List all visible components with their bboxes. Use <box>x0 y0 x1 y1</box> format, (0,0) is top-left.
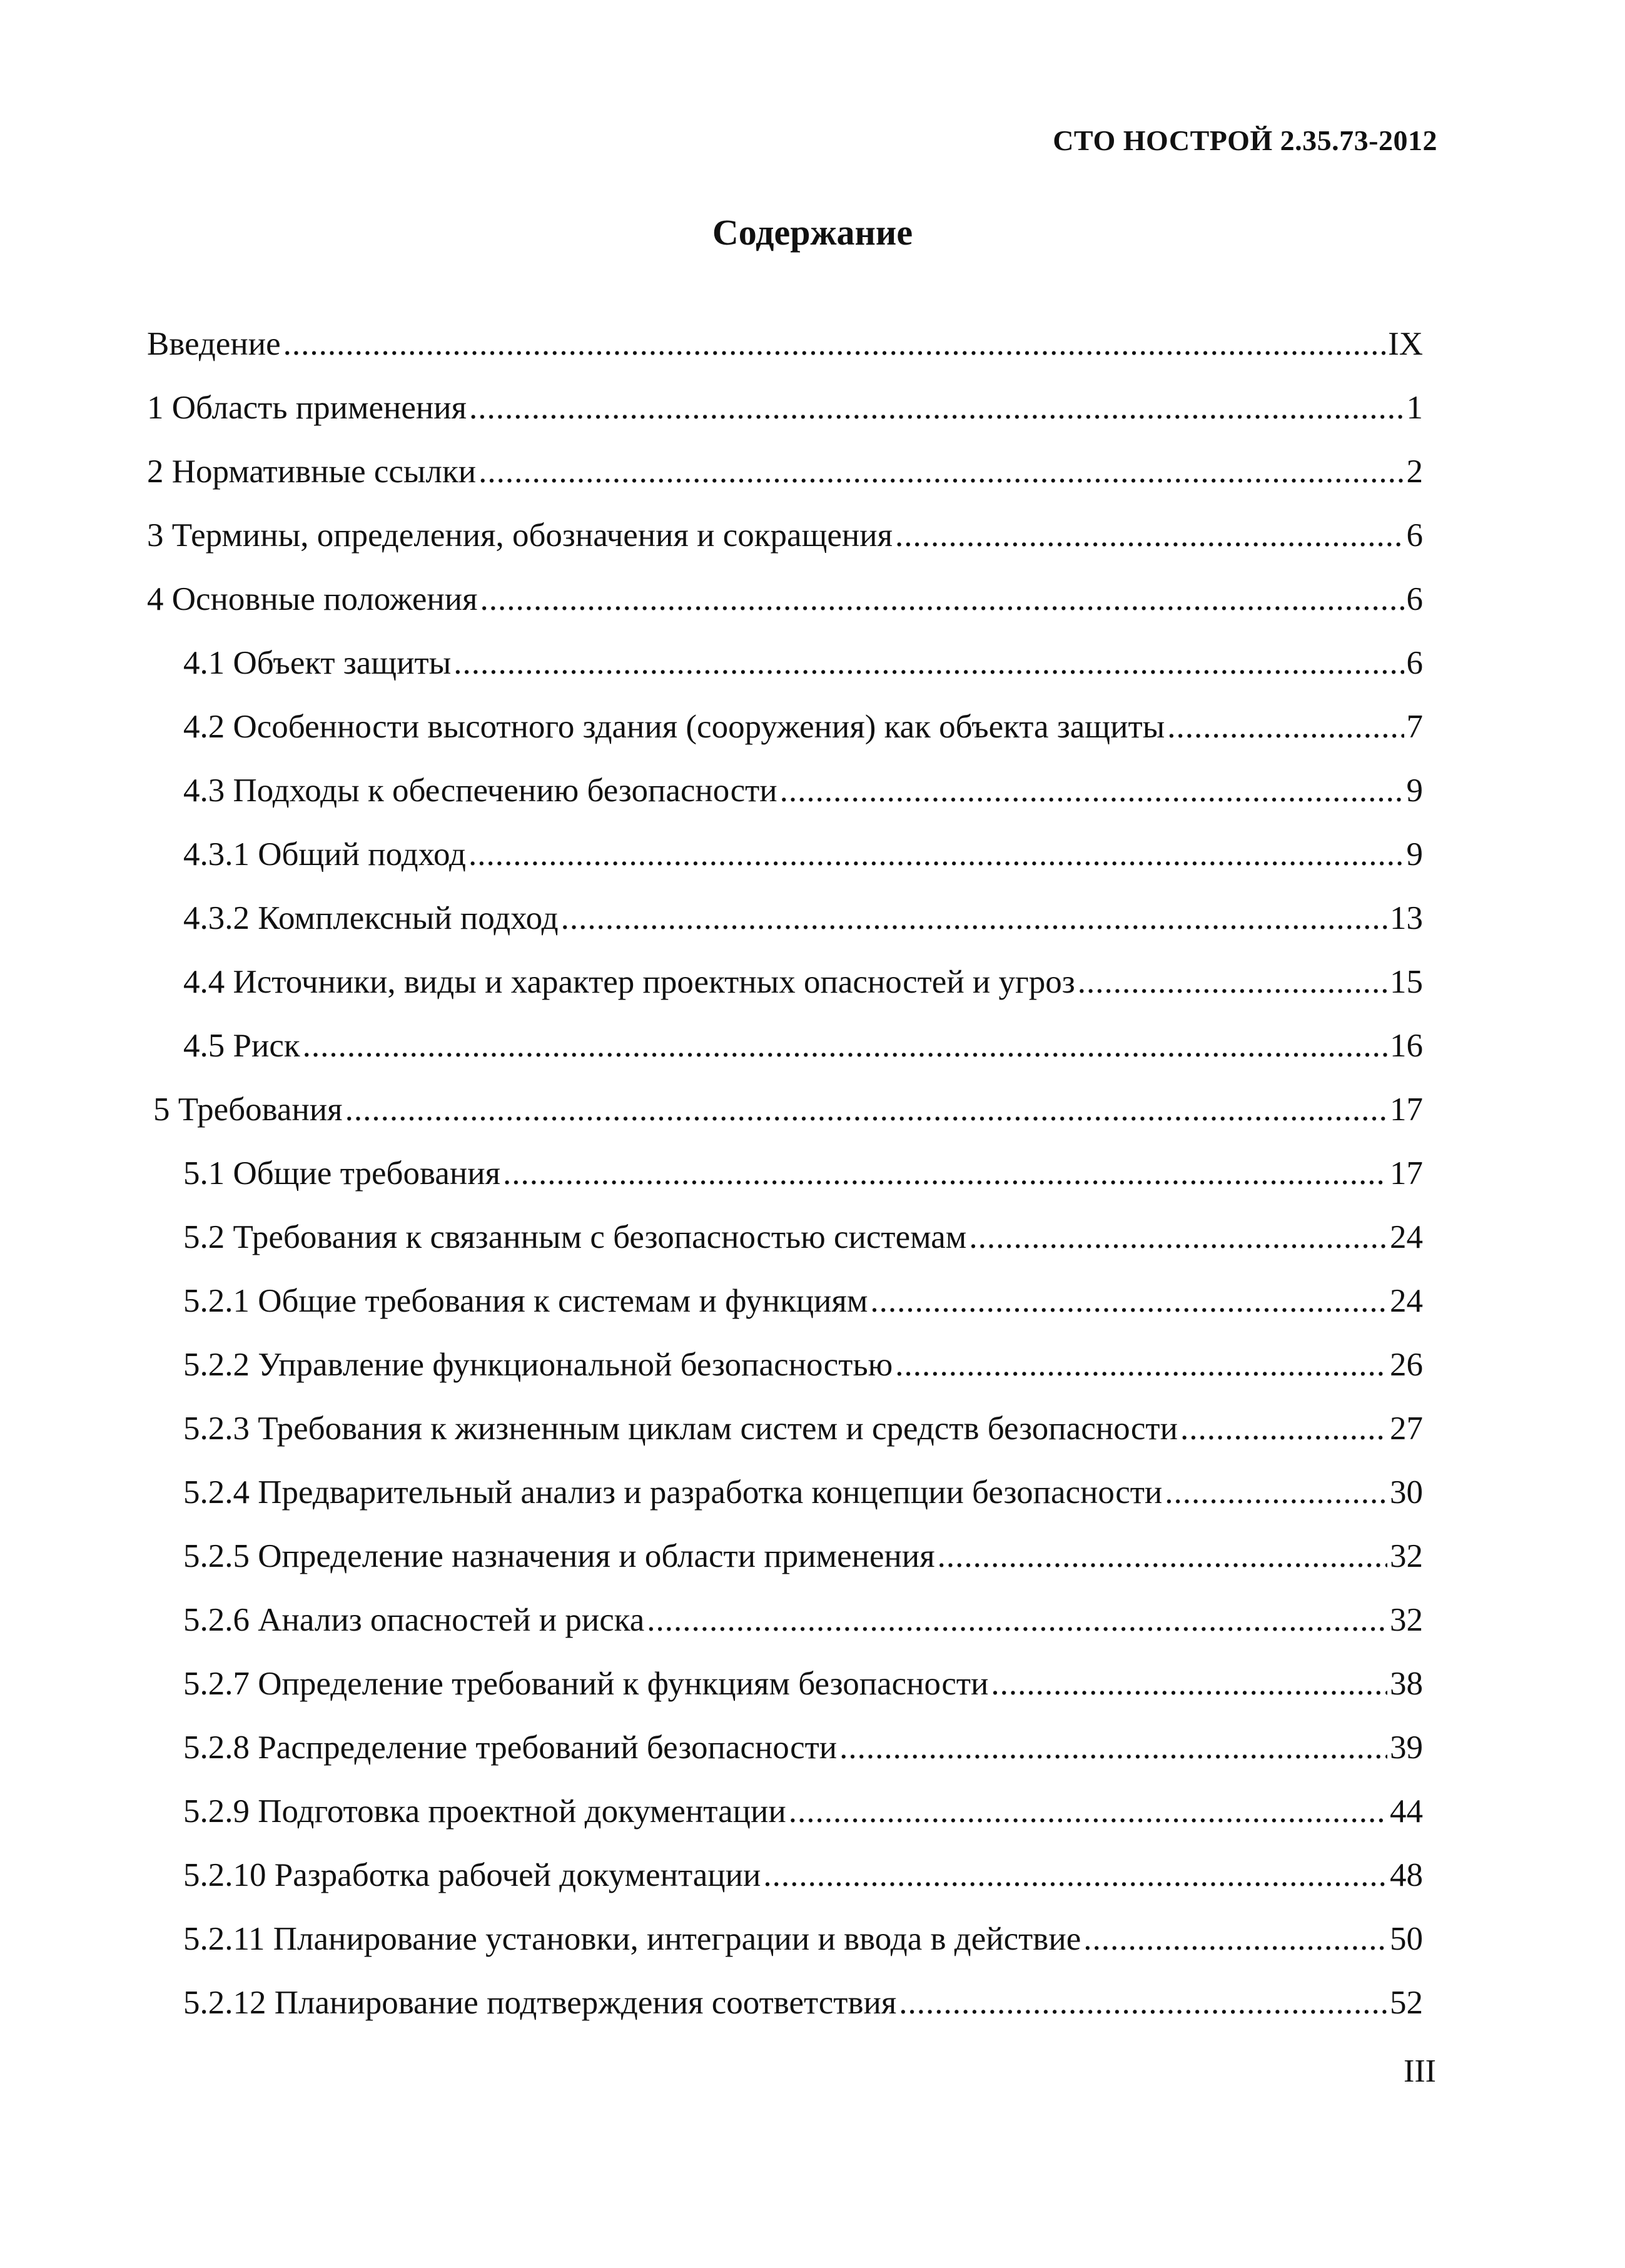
toc-entry-label: 3 Термины, определения, обозначения и сокращения <box>147 517 893 554</box>
toc-entry-label: 4.1 Объект защиты <box>183 645 452 681</box>
toc-entry-section-4-5 <box>147 1027 1423 1091</box>
toc-entry-section-5-2-1 <box>147 1282 1423 1346</box>
dot-leader <box>1078 963 1387 1001</box>
toc-entry-label: 5.2.10 Разработка рабочей документации <box>183 1857 761 1893</box>
toc-entry-label: 4.5 Риск <box>183 1028 300 1064</box>
toc-entry-page: 26 <box>1390 1347 1423 1383</box>
toc-entry-label: 5.2.1 Общие требования к системам и функциям <box>183 1283 868 1319</box>
toc-entry-page: 44 <box>1390 1793 1423 1830</box>
dot-leader <box>503 1155 1387 1192</box>
toc-entry-label: 4.3.2 Комплексный подход <box>183 900 559 936</box>
toc-entry-page: 38 <box>1390 1666 1423 1702</box>
toc-entry-label: 5.2.6 Анализ опасностей и риска <box>183 1602 645 1638</box>
toc-entry-page: 32 <box>1390 1538 1423 1574</box>
toc-entry-page: 24 <box>1390 1283 1423 1319</box>
toc-entry-section-5-2-8 <box>147 1729 1423 1793</box>
dot-leader <box>938 1537 1387 1575</box>
toc-entry-section-5-2-4 <box>147 1474 1423 1537</box>
toc-entry-label: 1 Область применения <box>147 390 467 426</box>
toc-entry-page: 27 <box>1390 1410 1423 1447</box>
toc-entry-page: 7 <box>1406 709 1423 745</box>
toc-entry-page: 9 <box>1406 836 1423 873</box>
toc-entry-label: 5.2.11 Планирование установки, интеграции и ввода в действие <box>183 1921 1081 1957</box>
toc-entry-section-4 <box>147 580 1423 644</box>
toc-entry-section-5-2-2 <box>147 1346 1423 1410</box>
toc-entry-section-4-3-2 <box>147 899 1423 963</box>
toc-entry-label: 5.2.8 Распределение требований безопасности <box>183 1729 838 1766</box>
toc-entry-page: 1 <box>1406 390 1423 426</box>
toc-entry-page: 2 <box>1406 453 1423 490</box>
toc-entry-label: 5.2.4 Предварительный анализ и разработка концепции безопасности <box>183 1474 1163 1511</box>
toc-entry-page: 30 <box>1390 1474 1423 1511</box>
toc-entry-page: 6 <box>1406 581 1423 617</box>
toc-entry-section-4-4 <box>147 963 1423 1027</box>
toc-entry-page: 6 <box>1406 517 1423 554</box>
toc-entry-section-5-2-5 <box>147 1537 1423 1601</box>
dot-leader <box>780 772 1404 809</box>
toc-entry-section-2 <box>147 453 1423 517</box>
toc-entry-label: 5.2.2 Управление функциональной безопасностью <box>183 1347 893 1383</box>
toc-entry-introduction <box>147 325 1423 389</box>
document-code: СТО НОСТРОЙ 2.35.73-2012 <box>1053 124 1437 156</box>
toc-entry-label: 5.1 Общие требования <box>183 1155 500 1192</box>
toc-entry-section-1 <box>147 389 1423 453</box>
toc-entry-page: 17 <box>1390 1155 1423 1192</box>
toc-entry-section-5-1 <box>147 1155 1423 1218</box>
dot-leader <box>870 1282 1387 1320</box>
toc-entry-section-5-2 <box>147 1218 1423 1282</box>
toc-entry-section-5-2-6 <box>147 1601 1423 1665</box>
toc-entry-page: 50 <box>1390 1921 1423 1957</box>
toc-entry-section-5-2-12 <box>147 1984 1423 2048</box>
toc-entry-section-3 <box>147 517 1423 580</box>
dot-leader <box>763 1856 1387 1894</box>
toc-entry-page: 48 <box>1390 1857 1423 1893</box>
toc-entry-label: 5.2.5 Определение назначения и области применения <box>183 1538 935 1574</box>
toc-entry-section-4-2 <box>147 708 1423 772</box>
toc-entry-label: 4.3 Подходы к обеспечению безопасности <box>183 772 777 809</box>
toc-entry-label: 5.2.9 Подготовка проектной документации <box>183 1793 786 1830</box>
dot-leader <box>899 1984 1387 2022</box>
toc-entry-label: 5.2.3 Требования к жизненным циклам систем и средств безопасности <box>183 1410 1178 1447</box>
dot-leader <box>480 580 1404 618</box>
dot-leader <box>468 836 1404 873</box>
dot-leader <box>1180 1410 1387 1447</box>
page-title: Содержание <box>712 212 913 253</box>
toc-entry-label: 2 Нормативные ссылки <box>147 453 477 490</box>
toc-entry-page: 16 <box>1390 1028 1423 1064</box>
dot-leader <box>283 325 1385 363</box>
toc-entry-page: 39 <box>1390 1729 1423 1766</box>
toc-entry-page: 24 <box>1390 1219 1423 1255</box>
dot-leader <box>478 453 1404 490</box>
toc-entry-page: 32 <box>1390 1602 1423 1638</box>
toc-entry-label: 4.2 Особенности высотного здания (сооружения) как объекта защиты <box>183 709 1165 745</box>
toc-entry-section-5 <box>147 1091 1423 1155</box>
toc-entry-page: 6 <box>1406 645 1423 681</box>
dot-leader <box>345 1091 1387 1128</box>
toc-entry-label: 4 Основные положения <box>147 581 478 617</box>
toc-entry-section-5-2-11 <box>147 1920 1423 1984</box>
dot-leader <box>895 517 1404 554</box>
toc-entry-label: 4.4 Источники, виды и характер проектных опасностей и угроз <box>183 964 1075 1000</box>
dot-leader <box>1165 1474 1387 1511</box>
dot-leader <box>453 644 1404 682</box>
dot-leader <box>469 389 1404 427</box>
dot-leader <box>561 899 1387 937</box>
toc-entry-page: 52 <box>1390 1985 1423 2021</box>
toc-entry-section-4-1 <box>147 644 1423 708</box>
dot-leader <box>1083 1920 1387 1958</box>
table-of-contents <box>147 325 1423 2048</box>
toc-entry-label: 5.2.12 Планирование подтверждения соответствия <box>183 1985 897 2021</box>
dot-leader <box>895 1346 1387 1384</box>
toc-entry-label: 5.2.7 Определение требований к функциям безопасности <box>183 1666 989 1702</box>
toc-entry-section-5-2-3 <box>147 1410 1423 1474</box>
dot-leader <box>969 1218 1387 1256</box>
page-number: III <box>1404 2053 1436 2089</box>
toc-entry-label: Введение <box>147 326 281 362</box>
toc-entry-page: 15 <box>1390 964 1423 1000</box>
dot-leader <box>839 1729 1387 1766</box>
toc-entry-section-4-3 <box>147 772 1423 836</box>
toc-entry-page: 9 <box>1406 772 1423 809</box>
toc-entry-label: 4.3.1 Общий подход <box>183 836 467 873</box>
toc-entry-label: 5.2 Требования к связанным с безопасностью системам <box>183 1219 967 1255</box>
toc-entry-page: IX <box>1388 326 1423 362</box>
toc-entry-section-4-3-1 <box>147 836 1423 899</box>
toc-entry-section-5-2-7 <box>147 1665 1423 1729</box>
dot-leader <box>789 1793 1387 1830</box>
dot-leader <box>647 1601 1387 1639</box>
dot-leader <box>303 1027 1387 1065</box>
toc-entry-section-5-2-9 <box>147 1793 1423 1856</box>
toc-entry-label: 5 Требования <box>153 1091 343 1128</box>
dot-leader <box>991 1665 1387 1703</box>
dot-leader <box>1167 708 1404 746</box>
toc-entry-page: 17 <box>1390 1091 1423 1128</box>
toc-entry-page: 13 <box>1390 900 1423 936</box>
toc-entry-section-5-2-10 <box>147 1856 1423 1920</box>
